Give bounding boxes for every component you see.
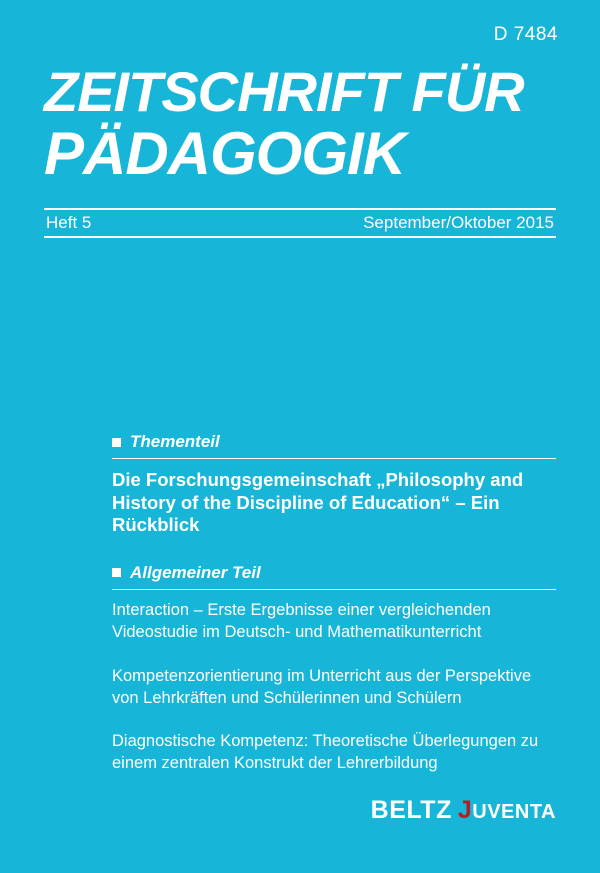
divider bbox=[112, 458, 556, 459]
square-bullet-icon bbox=[112, 568, 121, 577]
section-heading-thementeil bbox=[112, 432, 556, 452]
contents bbox=[112, 432, 556, 775]
publication-code: D 7484 bbox=[493, 24, 558, 45]
imprint-name: UVENTA bbox=[472, 801, 556, 823]
issue-number: Heft 5 bbox=[46, 213, 92, 232]
imprint-initial: J bbox=[457, 796, 473, 824]
masthead-line-1: ZEITSCHRIFT FÜR bbox=[44, 60, 524, 123]
divider bbox=[112, 589, 556, 590]
section-heading-allgemeiner-teil bbox=[112, 563, 556, 583]
article-entry: Kompetenzorientierung im Unterricht aus der Perspektive von Lehrkräften und Schülerinnen und Schülern bbox=[112, 666, 532, 707]
publisher-logo bbox=[371, 796, 556, 825]
masthead-line-2: PÄDAGOGIK bbox=[44, 119, 406, 187]
article-entry: Interaction – Erste Ergebnisse einer vergleichenden Videostudie im Deutsch- und Mathematikunterricht bbox=[112, 600, 491, 641]
thementeil-title: Die Forschungsgemeinschaft „Philosophy and History of the Discipline of Education“ – Ein Rückblick bbox=[112, 469, 524, 536]
issue-bar bbox=[44, 208, 556, 238]
section-label: Allgemeiner Teil bbox=[130, 562, 261, 582]
square-bullet-icon bbox=[112, 438, 121, 447]
masthead bbox=[44, 60, 556, 187]
article-entry: Diagnostische Kompetenz: Theoretische Überlegungen zu einem zentralen Konstrukt der Lehrerbildung bbox=[112, 732, 539, 773]
issue-date: September/Oktober 2015 bbox=[363, 213, 554, 232]
publisher-name: BELTZ bbox=[370, 796, 452, 824]
section-label: Thementeil bbox=[130, 432, 220, 451]
